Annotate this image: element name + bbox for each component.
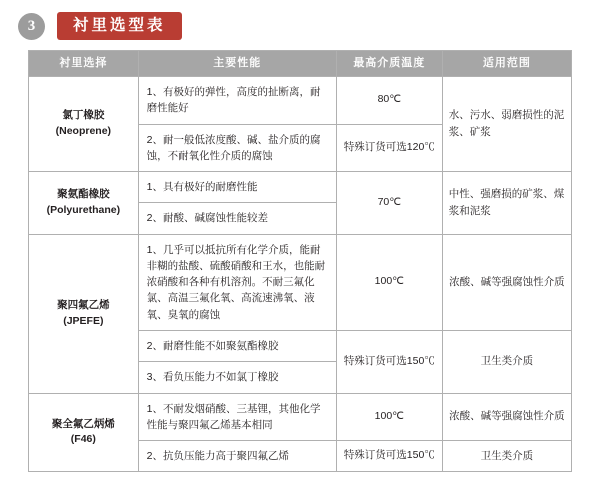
application-scope-text: 浓酸、碱等强腐蚀性介质 [449,410,565,423]
column-header-max-temperature: 最高介质温度 [336,51,442,77]
table-header-row [29,51,572,77]
lining-selection-table [28,50,572,472]
cell-application-scope [442,77,571,172]
cell-performance: 1、有极好的弹性，高度的扯断离，耐磨性能好 [138,77,336,125]
cell-lining-material [29,172,139,235]
cell-application-scope [442,330,571,393]
page-header [0,0,600,42]
cell-max-temperature: 特殊订货可选150℃ [336,441,442,472]
cell-max-temperature: 特殊订货可选120℃ [336,124,442,172]
table-row [29,393,572,441]
lining-name-cn: 氯丁橡胶 [62,109,105,122]
lining-name-en: (JPEFE) [63,314,104,327]
table-row [29,77,572,125]
lining-name-cn: 聚氨酯橡胶 [57,188,110,201]
application-scope-text: 浓酸、碱等强腐蚀性介质 [449,275,565,288]
cell-performance: 1、具有极好的耐磨性能 [138,172,336,203]
application-scope-text: 卫生类介质 [480,449,534,462]
section-number-badge: 3 [18,13,45,40]
table-row [29,234,572,330]
page-title: 衬里选型表 [57,12,182,40]
cell-application-scope [442,234,571,330]
lining-name-en: (Polyurethane) [46,203,121,216]
cell-lining-material [29,77,139,172]
lining-name-en: (Neoprene) [55,125,112,138]
table-body [29,77,572,472]
column-header-application: 适用范围 [442,51,571,77]
cell-application-scope [442,441,571,472]
cell-max-temperature: 70℃ [336,172,442,235]
cell-lining-material [29,234,139,393]
table-row [29,172,572,203]
cell-lining-material [29,393,139,472]
column-header-performance: 主要性能 [138,51,336,77]
cell-performance: 2、耐一般低浓度酸、碱、盐介质的腐蚀，不耐氧化性介质的腐蚀 [138,124,336,172]
cell-max-temperature: 特殊订货可选150℃ [336,330,442,393]
cell-application-scope [442,393,571,441]
application-scope-text: 中性、强磨损的矿浆、煤浆和泥浆 [448,188,565,217]
column-header-lining: 衬里选择 [29,51,139,77]
lining-name-cn: 聚全氟乙炳烯 [51,417,115,430]
application-scope-text: 水、污水、弱磨损性的泥浆、矿浆 [448,109,565,139]
cell-max-temperature: 100℃ [336,234,442,330]
cell-performance: 1、不耐发烟硝酸、三基锂，其他化学性能与聚四氟乙烯基本相同 [138,393,336,441]
cell-max-temperature: 80℃ [336,77,442,125]
cell-max-temperature: 100℃ [336,393,442,441]
cell-performance: 2、耐磨性能不如聚氨酯橡胶 [138,330,336,361]
table-header [29,51,572,77]
cell-performance: 2、抗负压能力高于聚四氟乙烯 [138,441,336,472]
application-scope-text: 卫生类介质 [480,355,534,368]
lining-name-en: (F46) [70,433,96,446]
cell-performance: 3、看负压能力不如氯丁橡胶 [138,362,336,393]
lining-selection-table-wrapper [0,42,600,472]
cell-performance: 2、耐酸、碱腐蚀性能较差 [138,203,336,234]
cell-performance: 1、几乎可以抵抗所有化学介质，能耐非糊的盐酸、硫酸硝酸和王水，也能耐浓硝酸和各种有机溶剂。不耐三氟化氯、高温三氟化氧、高流速沸氧、液氧、臭氧的腐蚀 [138,234,336,330]
cell-application-scope [442,172,571,235]
lining-name-cn: 聚四氟乙烯 [57,298,110,311]
